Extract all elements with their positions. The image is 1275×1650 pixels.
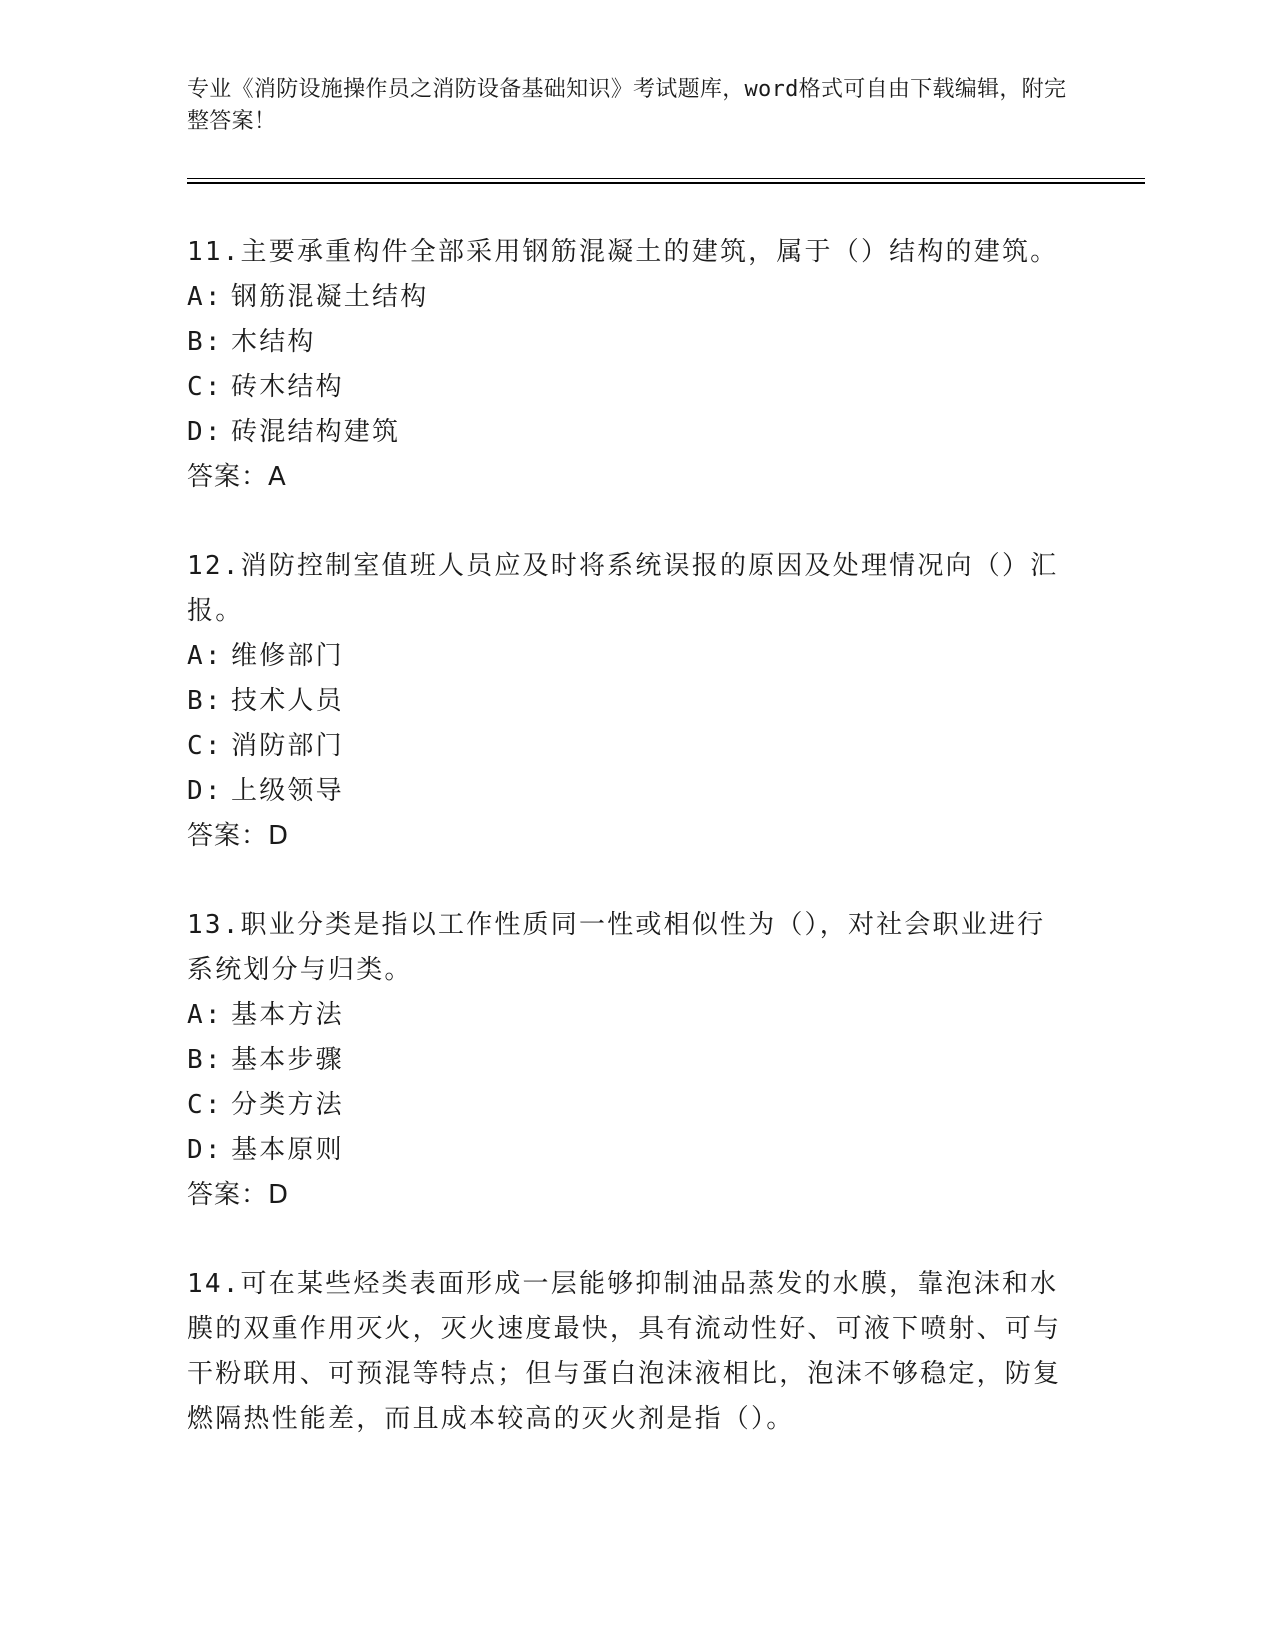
option-key: B:	[187, 686, 223, 716]
option-b	[187, 1038, 1067, 1083]
option-d	[187, 1128, 1067, 1173]
option-text: 木结构	[231, 327, 316, 357]
option-text: 上级领导	[231, 776, 344, 806]
option-c	[187, 724, 1067, 769]
question-13	[187, 903, 1067, 1218]
option-key: B:	[187, 327, 223, 357]
answer-line: 答案：D	[187, 1180, 290, 1210]
header-description: 专业《消防设施操作员之消防设备基础知识》考试题库，word格式可自由下载编辑，附完整答案！	[187, 77, 1067, 134]
option-text: 分类方法	[231, 1090, 344, 1120]
option-d	[187, 769, 1067, 814]
option-key: D:	[187, 417, 223, 447]
option-text: 消防部门	[231, 731, 344, 761]
option-text: 砖混结构建筑	[231, 417, 401, 447]
option-a	[187, 275, 1067, 320]
question-stem: 11.主要承重构件全部采用钢筋混凝土的建筑，属于（）结构的建筑。	[187, 237, 1059, 267]
question-stem: 14.可在某些烃类表面形成一层能够抑制油品蒸发的水膜，靠泡沫和水膜的双重作用灭火，灭火速度最快，具有流动性好、可液下喷射、可与干粉联用、可预混等特点；但与蛋白泡沫液相比，泡沫不够稳定，防复燃隔热性能差，而且成本较高的灭火剂是指（）。	[187, 1269, 1062, 1434]
question-14	[187, 1262, 1067, 1442]
option-text: 基本方法	[231, 1000, 344, 1030]
option-text: 砖木结构	[231, 372, 344, 402]
option-key: A:	[187, 282, 223, 312]
option-key: A:	[187, 1000, 223, 1030]
option-c	[187, 365, 1067, 410]
question-stem: 12.消防控制室值班人员应及时将系统误报的原因及处理情况向（）汇报。	[187, 551, 1059, 626]
question-stem: 13.职业分类是指以工作性质同一性或相似性为（），对社会职业进行系统划分与归类。	[187, 910, 1046, 985]
option-key: B:	[187, 1045, 223, 1075]
question-list	[187, 230, 1067, 1486]
option-a	[187, 993, 1067, 1038]
question-12	[187, 544, 1067, 859]
option-d	[187, 410, 1067, 455]
option-key: A:	[187, 641, 223, 671]
option-key: C:	[187, 1090, 223, 1120]
option-key: C:	[187, 372, 223, 402]
option-c	[187, 1083, 1067, 1128]
option-b	[187, 679, 1067, 724]
document-page	[187, 0, 1145, 1650]
answer-line: 答案：D	[187, 821, 290, 851]
option-a	[187, 634, 1067, 679]
option-key: D:	[187, 1135, 223, 1165]
option-text: 技术人员	[231, 686, 344, 716]
question-11	[187, 230, 1067, 500]
option-key: D:	[187, 776, 223, 806]
option-b	[187, 320, 1067, 365]
option-text: 基本步骤	[231, 1045, 344, 1075]
answer-line: 答案：A	[187, 462, 287, 492]
header-rule-thin	[187, 178, 1145, 179]
option-text: 钢筋混凝土结构	[231, 282, 429, 312]
option-key: C:	[187, 731, 223, 761]
option-text: 维修部门	[231, 641, 344, 671]
header-rule-thick	[187, 182, 1145, 184]
option-text: 基本原则	[231, 1135, 344, 1165]
